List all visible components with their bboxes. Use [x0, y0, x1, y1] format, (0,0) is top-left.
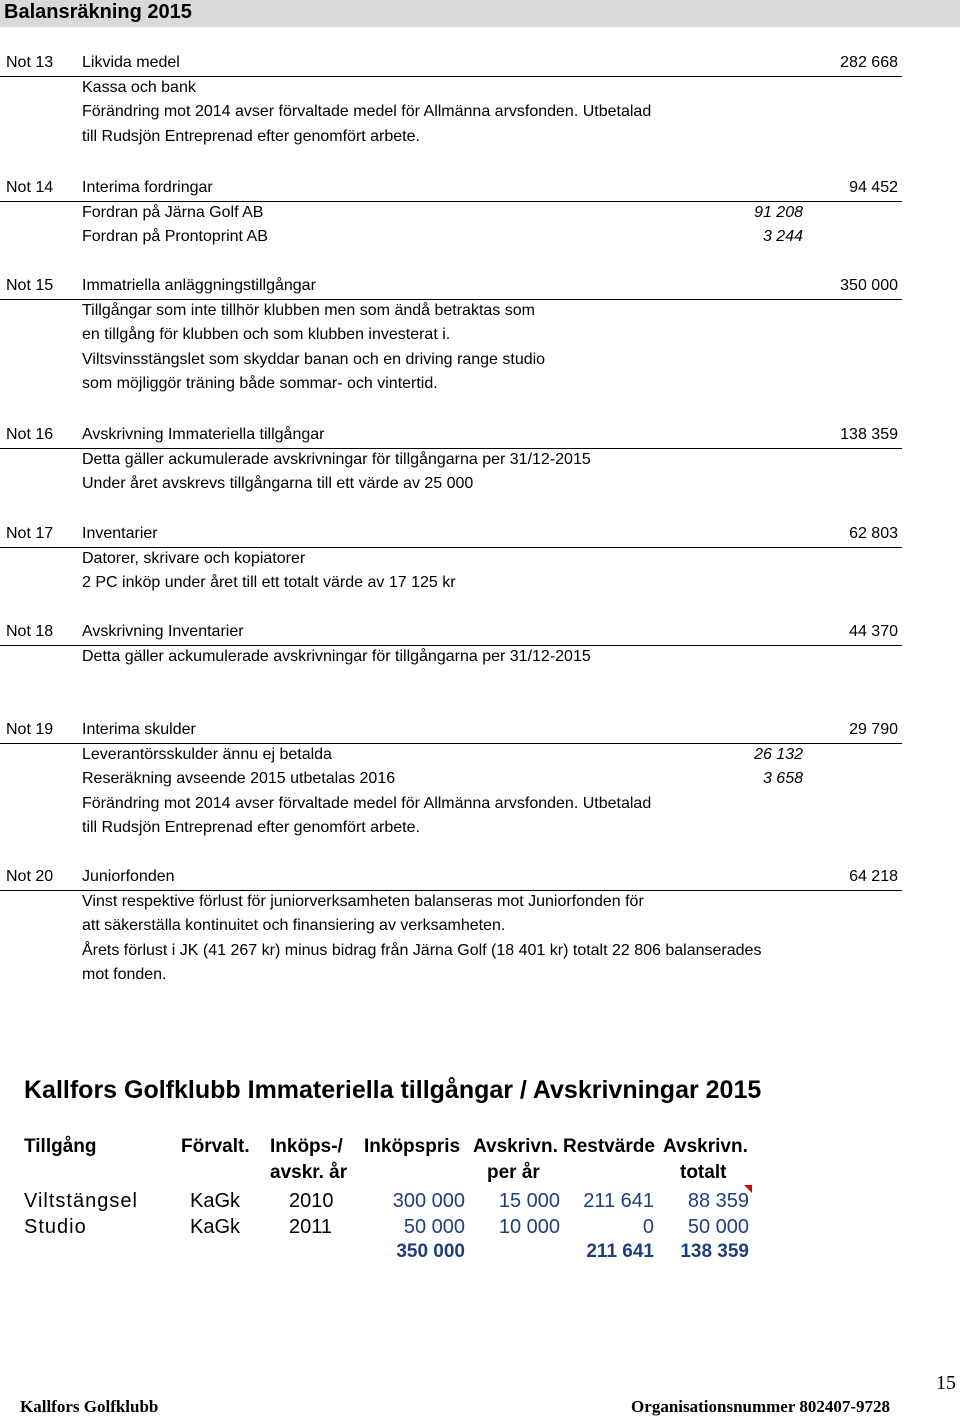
note-text-line: Förändring mot 2014 avser förvaltade medel för Allmänna arvsfonden. Utbetalad — [82, 794, 652, 812]
note-amount: 94 452 — [849, 179, 898, 196]
row2-ar: 2011 — [289, 1216, 333, 1238]
note-underline — [0, 645, 902, 646]
note-text-line: Detta gäller ackumulerade avskrivningar för tillgångarna per 31/12-2015 — [82, 647, 591, 665]
footer-org-number: Organisationsnummer 802407-9728 — [631, 1397, 890, 1416]
header-avskrivn-totalt: Avskrivn. — [663, 1136, 748, 1157]
note-heading: Likvida medel — [82, 54, 180, 71]
note-label: Not 15 — [6, 277, 54, 294]
row1-avskrivn-per-ar: 15 000 — [498, 1190, 560, 1212]
note-text-line: Fordran på Prontoprint AB — [82, 228, 268, 246]
header-tillgang: Tillgång — [24, 1136, 97, 1157]
note-text-line: som möjliggör träning både sommar- och vintertid. — [82, 375, 438, 393]
row1-forvalt: KaGk — [190, 1190, 241, 1212]
header-inkops-ar: Inköps-/ — [270, 1136, 343, 1157]
note-sub-amount: 3 244 — [762, 228, 803, 246]
total-restvarde: 211 641 — [586, 1241, 654, 1262]
row1-avskrivn-totalt: 88 359 — [687, 1190, 749, 1212]
note-text-line: Tillgångar som inte tillhör klubben men som ändå betraktas som — [82, 301, 535, 319]
note-label: Not 14 — [6, 179, 54, 196]
note-underline — [0, 743, 902, 744]
note-heading: Avskrivning Immateriella tillgångar — [82, 426, 325, 443]
row2-inkopspris: 50 000 — [403, 1216, 465, 1238]
note-label: Not 16 — [6, 426, 54, 443]
note-label: Not 20 — [6, 868, 54, 885]
note-amount: 282 668 — [840, 54, 898, 71]
note-text-line: en tillgång för klubben och som klubben investerat i. — [82, 326, 451, 344]
note-heading: Immatriella anläggningstillgångar — [82, 277, 316, 294]
row2-tillgang: Studio — [24, 1216, 87, 1238]
header-forvalt: Förvalt. — [181, 1136, 250, 1157]
note-amount: 350 000 — [840, 277, 898, 294]
note-text-line: mot fonden. — [82, 966, 167, 984]
row2-avskrivn-per-ar: 10 000 — [498, 1216, 560, 1238]
note-sub-amount: 91 208 — [754, 203, 803, 221]
note-text-line: Fordran på Järna Golf AB — [82, 203, 264, 221]
asset-table-title: Kallfors Golfklubb Immateriella tillgångar / Avskrivningar 2015 — [24, 1076, 762, 1104]
note-label: Not 13 — [6, 54, 54, 71]
note-text-line: Detta gäller ackumulerade avskrivningar för tillgångarna per 31/12-2015 — [82, 450, 591, 468]
row1-ar: 2010 — [289, 1190, 334, 1212]
note-text-line: 2 PC inköp under året till ett totalt värde av 17 125 kr — [82, 574, 456, 592]
note-underline — [0, 547, 902, 548]
page-number: 15 — [936, 1372, 956, 1394]
note-heading: Inventarier — [82, 525, 158, 542]
note-underline — [0, 76, 902, 77]
note-amount: 44 370 — [849, 623, 898, 640]
note-text-line: Kassa och bank — [82, 78, 196, 96]
header-avskrivn-per-ar-line2: per år — [487, 1162, 540, 1183]
note-underline — [0, 201, 902, 202]
note-text-line: Årets förlust i JK (41 267 kr) minus bidrag från Järna Golf (18 401 kr) totalt 22 806 balanserades — [82, 941, 762, 959]
note-heading: Avskrivning Inventarier — [82, 623, 244, 640]
note-sub-amount: 3 658 — [762, 770, 803, 788]
note-text-line: till Rudsjön Entreprenad efter genomfört arbete. — [82, 127, 420, 145]
header-inkopspris: Inköpspris — [364, 1136, 461, 1157]
note-text-line: Viltsvinsstängslet som skyddar banan och en driving range studio — [82, 350, 546, 368]
note-text-line: Vinst respektive förlust för juniorverksamheten balanseras mot Juniorfonden för — [82, 892, 644, 910]
note-text-line: Reseräkning avseende 2015 utbetalas 2016 — [82, 770, 396, 788]
row2-avskrivn-totalt: 50 000 — [687, 1216, 749, 1238]
note-label: Not 17 — [6, 525, 54, 542]
row1-tillgang: Viltstängsel — [24, 1190, 138, 1212]
row2-restvarde: 0 — [642, 1216, 654, 1238]
note-text-line: till Rudsjön Entreprenad efter genomfört arbete. — [82, 819, 420, 837]
note-text-line: Förändring mot 2014 avser förvaltade medel för Allmänna arvsfonden. Utbetalad — [82, 103, 652, 121]
note-underline — [0, 299, 902, 300]
note-amount: 64 218 — [849, 868, 898, 885]
header-avskrivn-per-ar: Avskrivn. — [473, 1136, 558, 1157]
note-label: Not 18 — [6, 623, 54, 640]
total-avskrivn-totalt: 138 359 — [680, 1241, 749, 1262]
note-underline — [0, 448, 902, 449]
header-avskrivn-totalt-line2: totalt — [680, 1162, 727, 1183]
row2-forvalt: KaGk — [190, 1216, 241, 1238]
note-amount: 29 790 — [849, 721, 898, 738]
total-inkopspris: 350 000 — [396, 1241, 465, 1262]
note-text-line: Datorer, skrivare och kopiatorer — [82, 549, 306, 567]
note-heading: Interima fordringar — [82, 179, 213, 196]
note-heading: Juniorfonden — [82, 868, 175, 885]
header-inkops-ar-line2: avskr. år — [270, 1162, 348, 1183]
note-sub-amount: 26 132 — [754, 745, 803, 763]
note-underline — [0, 890, 902, 891]
row1-inkopspris: 300 000 — [392, 1190, 465, 1212]
row1-restvarde: 211 641 — [583, 1190, 654, 1212]
note-label: Not 19 — [6, 721, 54, 738]
note-amount: 138 359 — [840, 426, 898, 443]
footer-club: Kallfors Golfklubb — [20, 1397, 159, 1416]
page-title: Balansräkning 2015 — [4, 1, 192, 23]
note-text-line: Under året avskrevs tillgångarna till ett värde av 25 000 — [82, 475, 474, 493]
header-restvarde: Restvärde — [563, 1136, 655, 1157]
note-heading: Interima skulder — [82, 721, 196, 738]
comment-marker — [744, 1185, 752, 1193]
note-text-line: Leverantörsskulder ännu ej betalda — [82, 745, 332, 763]
note-amount: 62 803 — [849, 525, 898, 542]
note-text-line: att säkerställa kontinuitet och finansiering av verksamheten. — [82, 917, 506, 935]
